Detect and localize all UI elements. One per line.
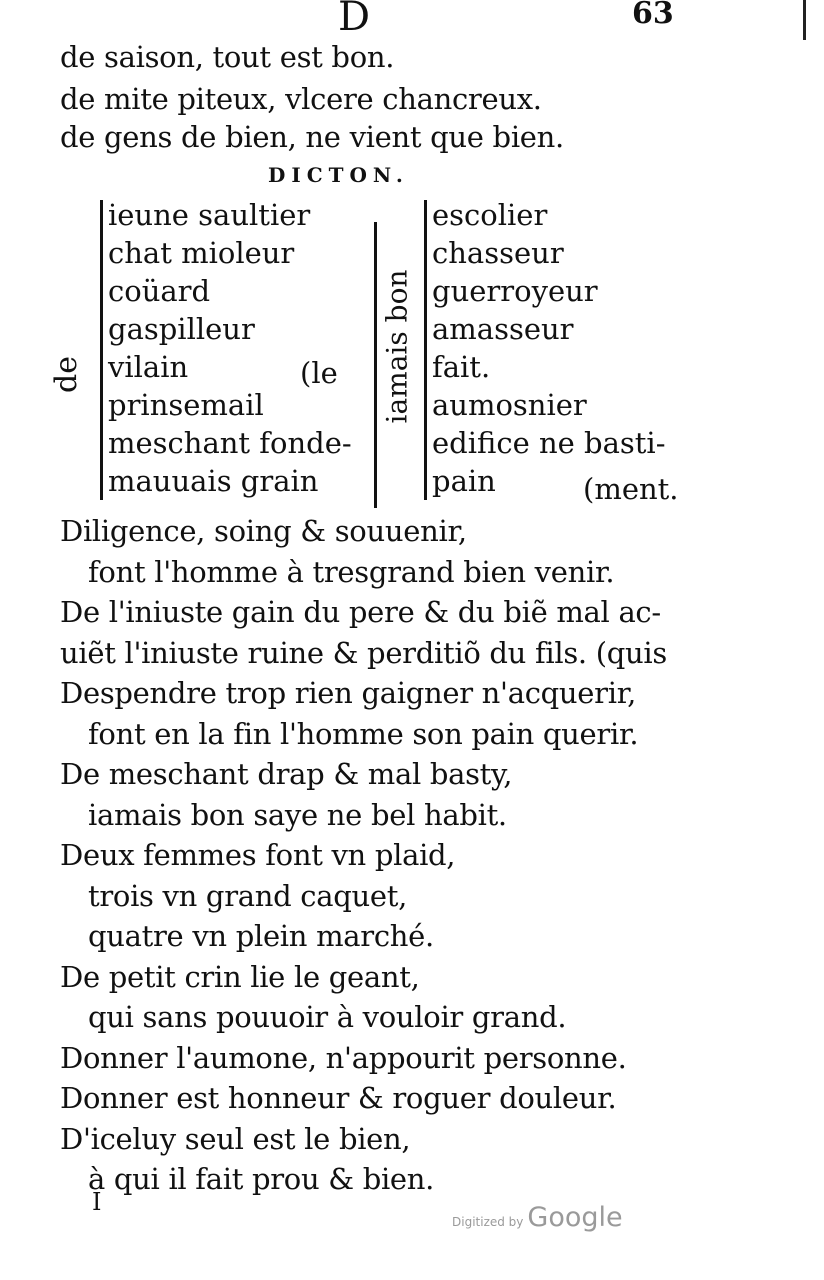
- proverb-line: font en la fin l'homme son pain querir.: [88, 717, 639, 751]
- top-line: de mite piteux, vlcere chancreux.: [60, 82, 542, 116]
- dicton-left-item: ieune saultier: [108, 198, 311, 232]
- dicton-right-item: fait.: [432, 350, 491, 384]
- proverb-line: quatre vn plein marché.: [88, 919, 434, 953]
- proverb-line: Donner l'aumone, n'appourit personne.: [60, 1041, 627, 1075]
- top-line: de saison, tout est bon.: [60, 40, 395, 74]
- proverb-line: De meschant drap & mal basty,: [60, 757, 513, 791]
- dicton-heading: DICTON.: [268, 163, 409, 187]
- dicton-side-word: de: [48, 356, 84, 393]
- dicton-suffix-le: (le: [300, 356, 338, 390]
- dicton-left-item: coüard: [108, 274, 211, 308]
- proverb-line: Diligence, soing & souuenir,: [60, 514, 467, 548]
- dicton-right-item: pain: [432, 464, 496, 498]
- dicton-suffix-ment: (ment.: [583, 472, 679, 506]
- header-letter: D: [338, 0, 371, 40]
- proverb-line: De petit crin lie le geant,: [60, 960, 420, 994]
- proverb-line: De l'iniuste gain du pere & du biẽ mal ac-: [60, 595, 661, 629]
- page-edge: [803, 0, 806, 40]
- proverb-line: à qui il fait prou & bien.: [88, 1162, 435, 1196]
- dicton-right-item: chasseur: [432, 236, 564, 270]
- dicton-right-item: amasseur: [432, 312, 574, 346]
- top-line: de gens de bien, ne vient que bien.: [60, 120, 564, 154]
- dicton-right-item: aumosnier: [432, 388, 587, 422]
- proverb-line: Deux femmes font vn plaid,: [60, 838, 456, 872]
- dicton-right-item: edifice ne basti-: [432, 426, 666, 460]
- google-logo: Google: [527, 1202, 623, 1233]
- center-bracket: [374, 222, 377, 508]
- digitized-label: Digitized by: [452, 1215, 524, 1229]
- proverb-line: D'iceluy seul est le bien,: [60, 1122, 411, 1156]
- proverb-line: Donner est honneur & roguer douleur.: [60, 1081, 617, 1115]
- page-number: 63: [632, 0, 674, 31]
- dicton-right-item: guerroyeur: [432, 274, 598, 308]
- right-bracket: [424, 200, 427, 500]
- dicton-left-item: meschant fonde-: [108, 426, 352, 460]
- proverb-line: trois vn grand caquet,: [88, 879, 408, 913]
- dicton-left-item: mauuais grain: [108, 464, 319, 498]
- dicton-right-column: [432, 196, 666, 500]
- dicton-right-item: escolier: [432, 198, 548, 232]
- left-bracket: [100, 200, 103, 500]
- dicton-left-item: chat mioleur: [108, 236, 295, 270]
- dicton-left-item: prinsemail: [108, 388, 264, 422]
- dicton-center-word: iamais bon: [380, 269, 414, 424]
- proverb-line: uiẽt l'iniuste ruine & perditiõ du fils. (quis: [60, 636, 667, 670]
- digitized-watermark: [452, 1202, 623, 1233]
- signature-mark: I: [92, 1188, 102, 1216]
- dicton-left-column: [108, 196, 352, 500]
- proverb-line: iamais bon saye ne bel habit.: [88, 798, 507, 832]
- dicton-left-item: vilain: [108, 350, 189, 384]
- proverb-line: qui sans pouuoir à vouloir grand.: [88, 1000, 567, 1034]
- proverb-line: font l'homme à tresgrand bien venir.: [88, 555, 615, 589]
- dicton-left-item: gaspilleur: [108, 312, 255, 346]
- proverb-line: Despendre trop rien gaigner n'acquerir,: [60, 676, 636, 710]
